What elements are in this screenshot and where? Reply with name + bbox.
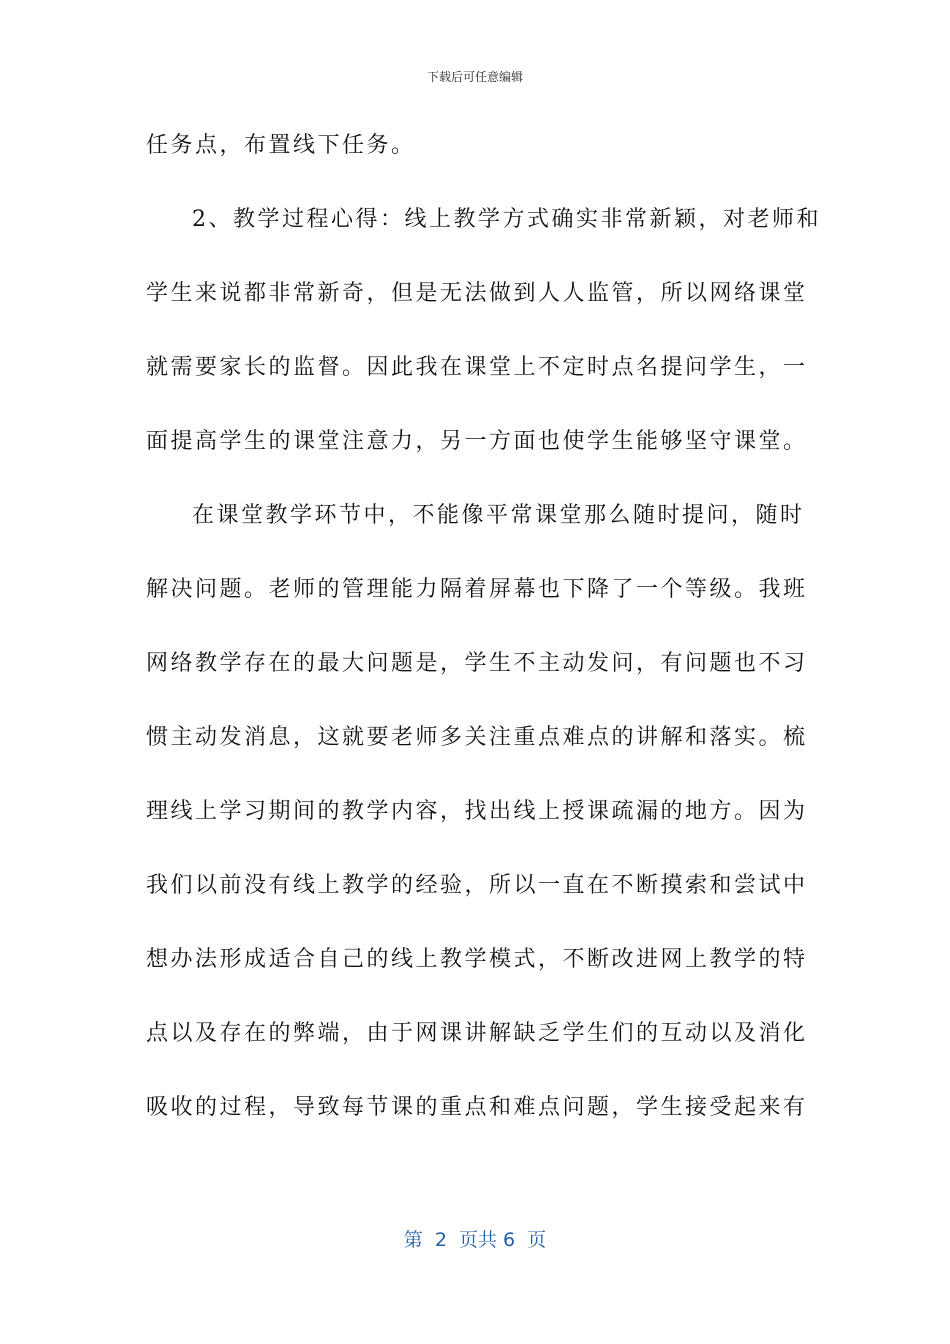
text-line: 吸收的过程，导致每节课的重点和难点问题，学生接受起来有 [146, 1095, 808, 1120]
text-line: 2、教学过程心得：线上教学方式确实非常新颖，对老师和 [192, 207, 821, 232]
text-line: 网络教学存在的最大问题是，学生不主动发问，有问题也不习 [146, 651, 808, 676]
page-number-footer: 第 2 页共 6 页 [403, 1229, 547, 1251]
page-header: 下载后可任意编辑 [426, 70, 523, 84]
text-line: 学生来说都非常新奇，但是无法做到人人监管，所以网络课堂 [146, 281, 808, 306]
text-line: 理线上学习期间的教学内容，找出线上授课疏漏的地方。因为 [146, 799, 808, 824]
document-body [146, 124, 821, 1160]
text-line: 我们以前没有线上教学的经验，所以一直在不断摸索和尝试中 [146, 873, 808, 898]
text-line: 点以及存在的弊端，由于网课讲解缺乏学生们的互动以及消化 [146, 1021, 808, 1046]
text-line: 惯主动发消息，这就要老师多关注重点难点的讲解和落实。梳 [146, 725, 808, 750]
text-line: 解决问题。老师的管理能力隔着屏幕也下降了一个等级。我班 [146, 577, 808, 602]
text-line: 任务点，布置线下任务。 [146, 133, 416, 158]
text-line: 面提高学生的课堂注意力，另一方面也使学生能够坚守课堂。 [146, 429, 808, 454]
text-line: 就需要家长的监督。因此我在课堂上不定时点名提问学生，一 [146, 355, 808, 380]
text-line: 想办法形成适合自己的线上教学模式，不断改进网上教学的特 [146, 947, 808, 972]
text-line: 在课堂教学环节中，不能像平常课堂那么随时提问，随时 [192, 503, 805, 528]
